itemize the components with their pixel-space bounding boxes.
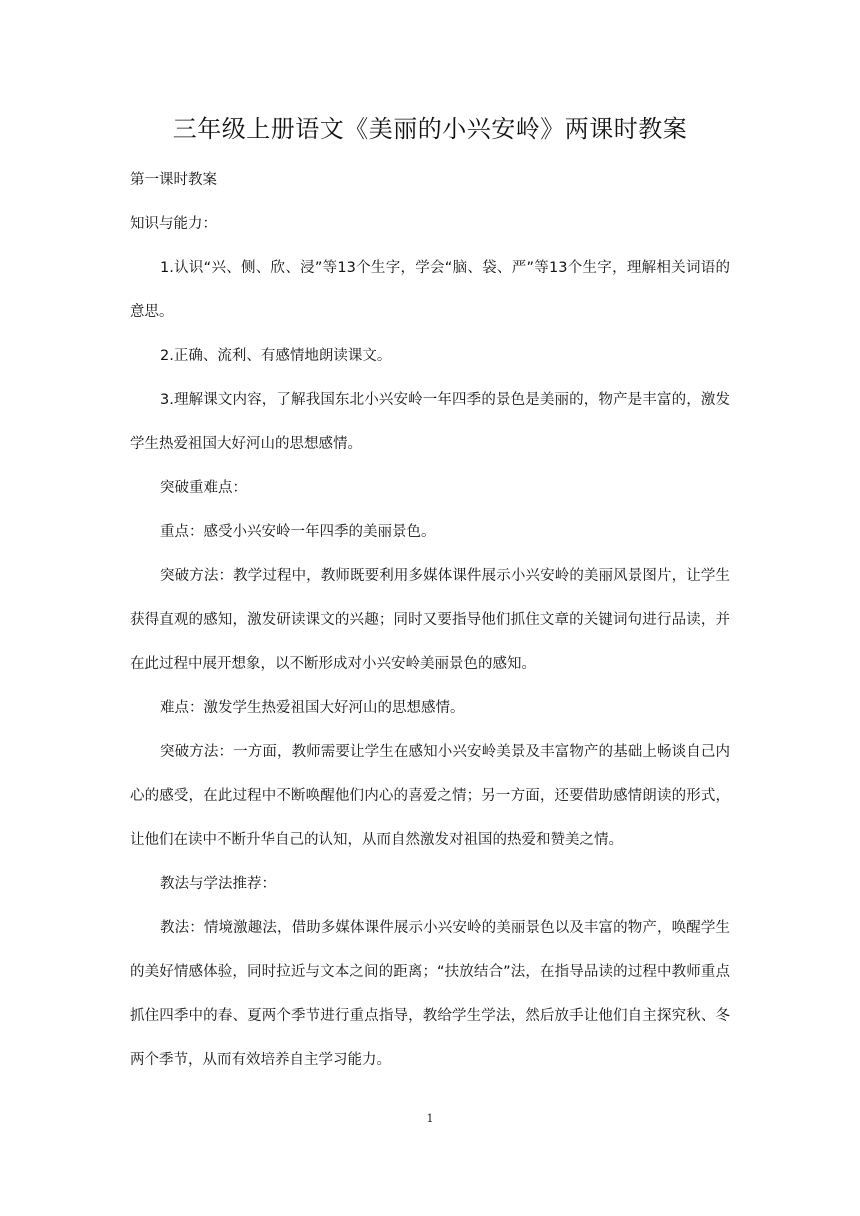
paragraph: 教法：情境激趣法，借助多媒体课件展示小兴安岭的美丽景色以及丰富的物产，唤醒学生的美好情感体验，同时拉近与文本之间的距离；“扶放结合”法，在指导品读的过程中教师重点抓住四季中的春、夏两个季节进行重点指导，教给学生学法，然后放手让他们自主探究秋、冬两个季节，从而有效培养自主学习能力。 [130,920,730,1068]
document-title: 三年级上册语文《美丽的小兴安岭》两课时教案 [172,115,688,143]
document-body [130,158,730,1082]
paragraph: 3.理解课文内容，了解我国东北小兴安岭一年四季的景色是美丽的，物产是丰富的，激发学生热爱祖国大好河山的思想感情。 [130,392,730,452]
paragraph: 突破方法：一方面，教师需要让学生在感知小兴安岭美景及丰富物产的基础上畅谈自己内心的感受，在此过程中不断唤醒他们内心的喜爱之情；另一方面，还要借助感情朗读的形式，让他们在读中不断升华自己的认知，从而自然激发对祖国的热爱和赞美之情。 [130,744,730,848]
paragraph: 难点：激发学生热爱祖国大好河山的思想感情。 [160,700,465,716]
paragraph: 知识与能力： [130,216,217,232]
paragraph: 教法与学法推荐： [160,876,276,892]
page-number: 1 [426,1112,434,1125]
paragraph: 2.正确、流利、有感情地朗读课文。 [160,348,392,364]
paragraph: 突破方法：教学过程中，教师既要利用多媒体课件展示小兴安岭的美丽风景图片，让学生获得直观的感知，激发研读课文的兴趣；同时又要指导他们抓住文章的关键词句进行品读，并在此过程中展开想象，以不断形成对小兴安岭美丽景色的感知。 [130,568,730,672]
paragraph: 重点：感受小兴安岭一年四季的美丽景色。 [160,524,436,540]
paragraph: 第一课时教案 [130,172,217,188]
paragraph: 突破重难点： [160,480,247,496]
paragraph: 1.认识“兴、侧、欣、浸”等13个生字，学会“脑、袋、严”等13个生字，理解相关词语的意思。 [130,260,730,320]
